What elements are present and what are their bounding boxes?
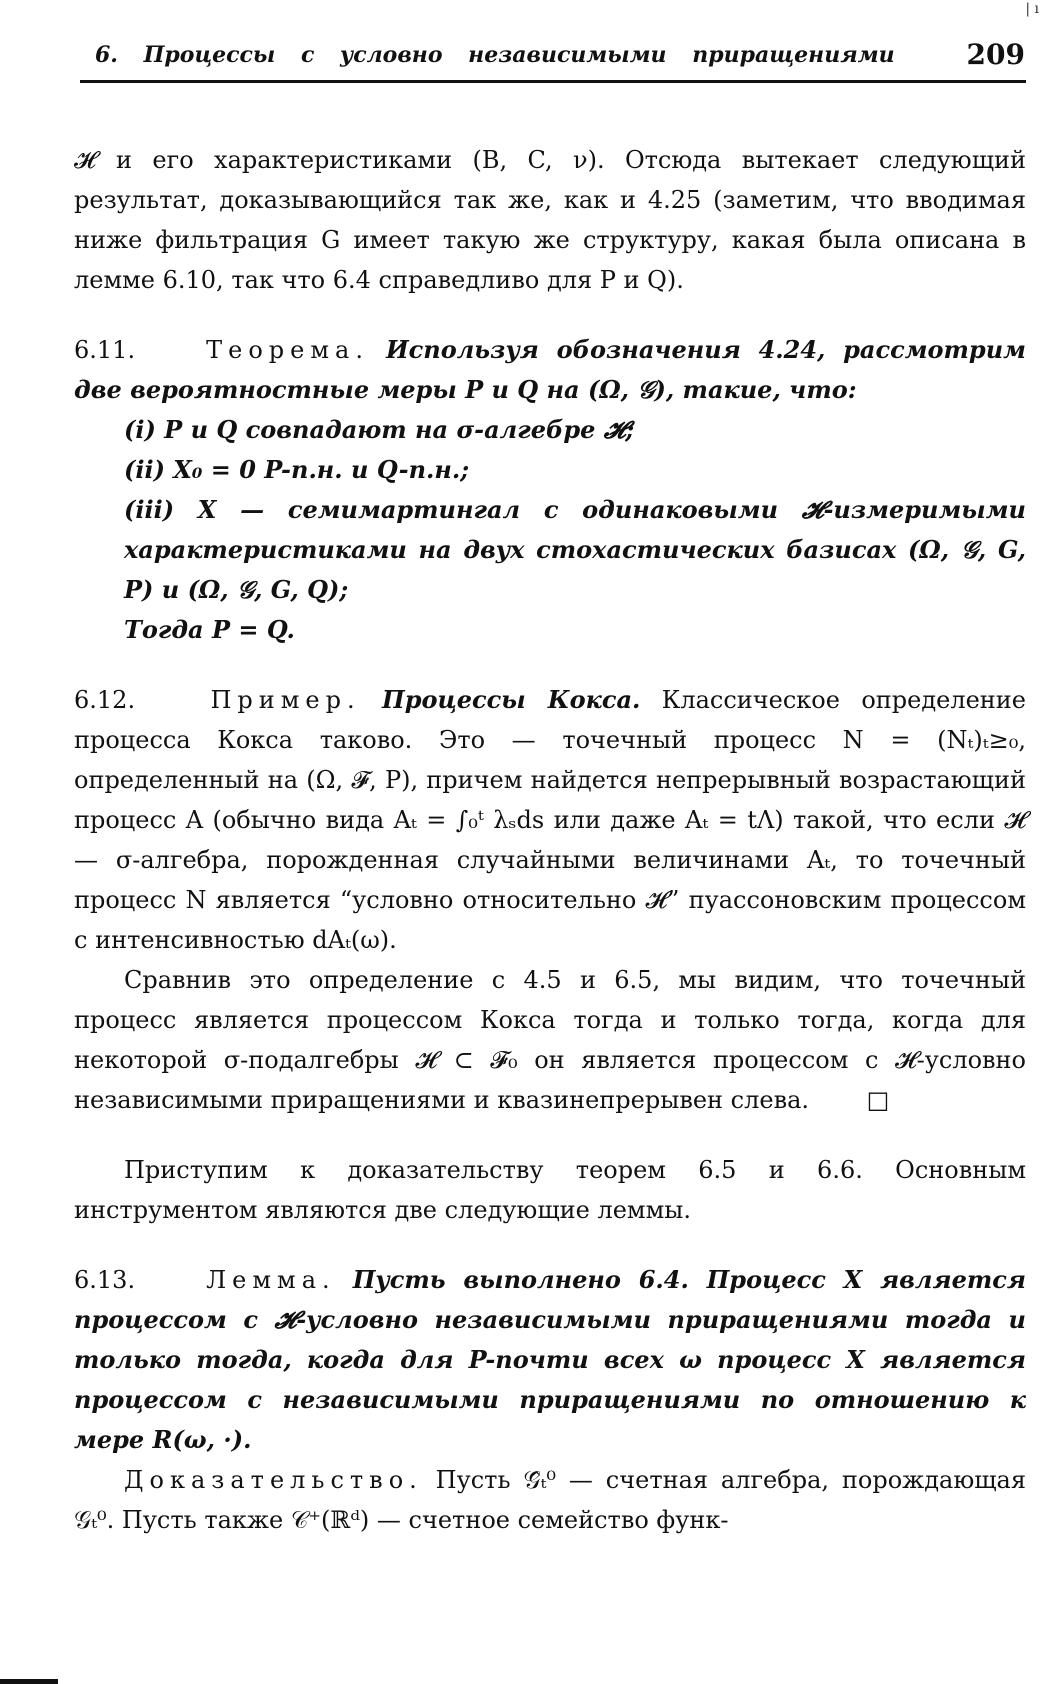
- proof-label: Доказательство.: [124, 1466, 423, 1494]
- example-text-2: Сравнив это определение с 4.5 и 6.5, мы видим, что точечный процесс является процессом Кокса тогда и только тогда, когда для некоторой σ-подалгебры 𝓗 ⊂ 𝓕₀ он является процессом с 𝓗-условно независимыми приращениями и квазинепрерывен слева.: [74, 966, 1026, 1114]
- proof-paragraph: [74, 1460, 1026, 1540]
- theorem-conclusion: Тогда P = Q.: [124, 615, 295, 644]
- example-paragraph-2: [74, 960, 1026, 1120]
- theorem-label: Теорема.: [206, 336, 369, 364]
- intro-paragraph: 𝓗 и его характеристиками (B, C, ν). Отсюда вытекает следующий результат, доказывающийся так же, как и 4.25 (заметим, что вводимая ниже фильтрация G имеет такую же структуру, какая была описана в лемме 6.10, так что 6.4 справедливо для P и Q).: [74, 146, 1026, 294]
- spacer: [74, 1230, 1026, 1260]
- running-header-title: 6. Процессы с условно независимыми приращениями: [95, 42, 895, 68]
- theorem-item-2: (ii) X₀ = 0 P-п.н. и Q-п.н.;: [124, 455, 470, 484]
- running-header: [95, 38, 1025, 80]
- spacer: [74, 1120, 1026, 1150]
- lemma-number: 6.13.: [74, 1266, 136, 1294]
- theorem-6-11: [74, 330, 1026, 410]
- example-number: 6.12.: [74, 686, 136, 714]
- example-text: Классическое определение процесса Кокса таково. Это — точечный процесс N = (Nₜ)ₜ≥₀, определенный на (Ω, 𝓕, P), причем найдется непрерывный возрастающий процесс A (обычно вида Aₜ = ∫₀ᵗ λₛds или даже Aₜ = tΛ) такой, что если 𝓗 — σ-алгебра, порожденная случайными величинами Aₜ, то точечный процесс N является “условно относительно 𝓗” пуассоновским процессом с интенсивностью dAₜ(ω).: [74, 686, 1026, 954]
- lemma-label: Лемма.: [206, 1266, 336, 1294]
- proof-text: Пусть 𝒢̂ₜ⁰ — счетная алгебра, порождающая 𝒢ₜ⁰. Пусть также 𝒞⁺(ℝᵈ) — счетное семейство функ-: [74, 1466, 1026, 1534]
- spacer: [74, 300, 1026, 330]
- theorem-statement: Используя обозначения 4.24, рассмотрим две вероятностные меры P и Q на (Ω, 𝒢), такие, что:: [74, 335, 1026, 404]
- lemma-statement: Пусть выполнено 6.4. Процесс X является процессом с 𝓗-условно независимыми приращениями тогда и только тогда, когда для P-почти всех ω процесс X является процессом с независимыми приращениями по отношению к мере R(ω, ·).: [74, 1265, 1026, 1454]
- spacer: [74, 650, 1026, 680]
- scan-edge-mark: [0, 1679, 58, 1684]
- qed-symbol: □: [866, 1086, 890, 1114]
- theorem-number: 6.11.: [74, 336, 136, 364]
- theorem-item-3: (iii) X — семимартингал с одинаковыми 𝓗-измеримыми характеристиками на двух стохастических базисах (Ω, 𝒢, G, P) и (Ω, 𝒢, G, Q);: [124, 495, 1026, 604]
- scan-corner-marks: | ı: [1025, 1, 1039, 17]
- page-number: 209: [966, 38, 1025, 71]
- lemma-6-13: [74, 1260, 1026, 1460]
- transition-paragraph: Приступим к доказательству теорем 6.5 и 6.6. Основным инструментом являются две следующие леммы.: [74, 1156, 1026, 1224]
- example-label: Пример.: [210, 686, 361, 714]
- header-rule: [80, 80, 1026, 83]
- example-title: Процессы Кокса.: [382, 685, 641, 714]
- theorem-item-1: (i) P и Q совпадают на σ-алгебре 𝓗;: [124, 415, 635, 444]
- example-6-12: [74, 680, 1026, 960]
- page-body: [74, 140, 1026, 1540]
